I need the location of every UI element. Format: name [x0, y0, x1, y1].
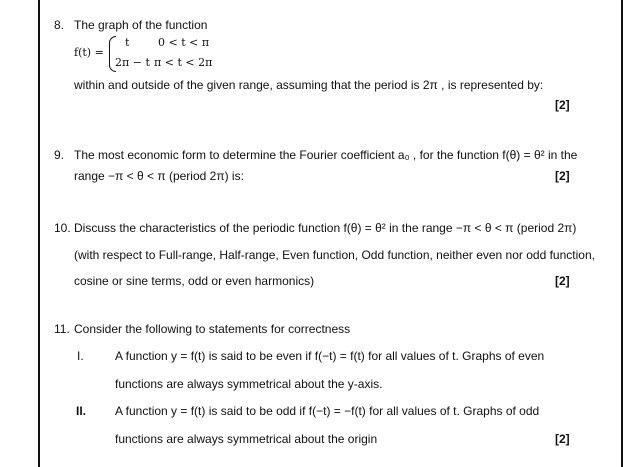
question-text: (with respect to Full-range, Half-range, Even function, Odd function, neither even nor odd function, — [74, 248, 595, 262]
statement-text: A function y = f(t) is said to be even if f(−t) = f(t) for all values of t. Graphs of even — [115, 349, 545, 363]
case-2-expression: 2π − t — [115, 56, 150, 69]
question-text: range −π < θ < π (period 2π) is: — [74, 169, 244, 183]
statement-text: A function y = f(t) is said to be odd if f(−t) = −f(t) for all values of t. Graphs of odd — [115, 404, 540, 418]
question-number: 9. — [54, 148, 65, 162]
question-text: Consider the following to statements for correctness — [74, 322, 351, 336]
statement-text: functions are always symmetrical about the y-axis. — [115, 377, 383, 391]
question-text: The graph of the function — [74, 18, 208, 32]
question-text: Discuss the characteristics of the periodic function f(θ) = θ² in the range −π < θ < π (period 2π) — [74, 221, 577, 235]
function-lhs: f(t) = — [74, 46, 104, 59]
marks-label: [2] — [555, 274, 570, 288]
question-number: 8. — [54, 18, 65, 32]
question-text: within and outside of the given range, assuming that the period is 2π , is represented by: — [74, 78, 544, 92]
marks-label: [2] — [555, 98, 570, 112]
case-1-range: 0 < t < π — [158, 36, 210, 49]
statement-label: II. — [76, 404, 87, 418]
question-text: cosine or sine terms, odd or even harmonics) — [74, 274, 315, 288]
statement-label: I. — [77, 349, 84, 363]
case-2-range: π < t < 2π — [154, 56, 213, 69]
question-number: 11. — [54, 322, 70, 336]
marks-label: [2] — [555, 432, 570, 446]
question-text: The most economic form to determine the Fourier coefficient a₀ , for the function f(θ) = θ² in the — [74, 148, 578, 162]
marks-label: [2] — [555, 169, 570, 183]
question-number: 10. — [54, 221, 71, 235]
case-1-expression: t — [125, 36, 130, 49]
statement-text: functions are always symmetrical about the origin — [115, 432, 378, 446]
